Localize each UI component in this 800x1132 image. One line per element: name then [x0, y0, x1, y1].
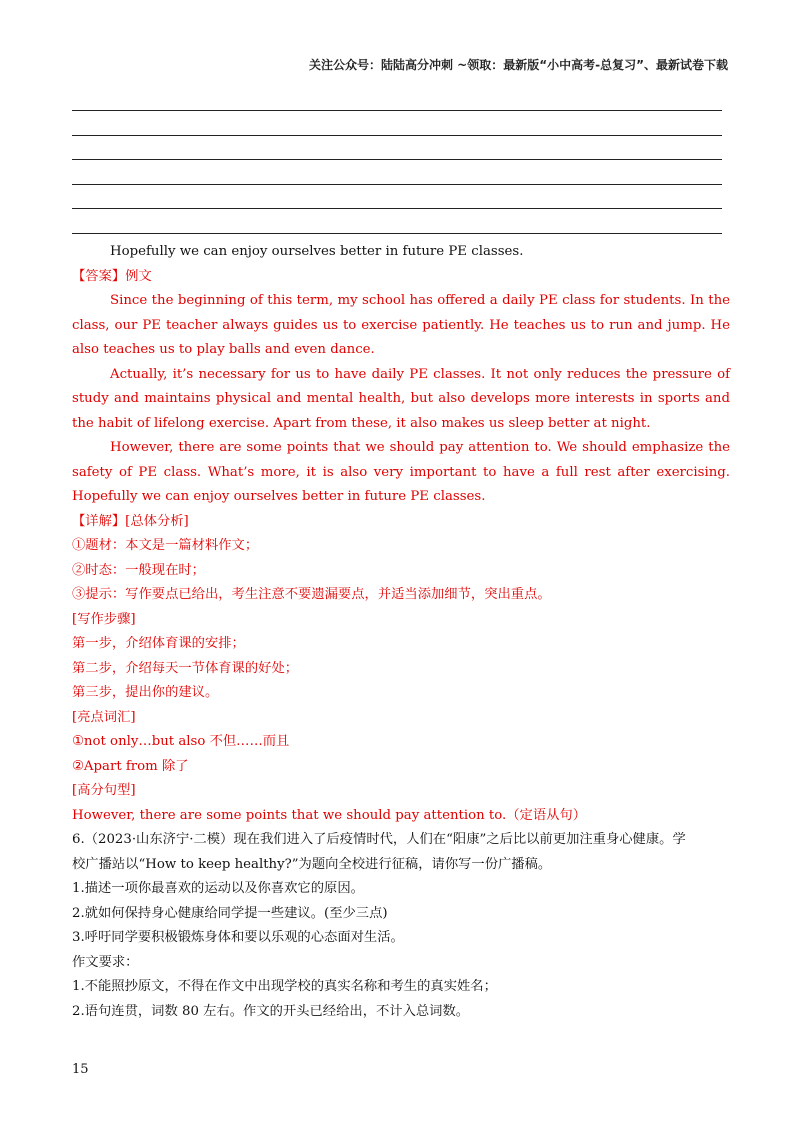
question-point: 1.描述一项你最喜欢的运动以及你喜欢它的原因。: [72, 881, 364, 896]
page-header: 关注公众号：陆陆高分冲刺 ~领取：最新版“小中高考-总复习”、最新试卷下载: [309, 58, 728, 72]
page-content: [72, 240, 730, 1024]
vocab-item: ①not only…but also 不但……而且: [72, 734, 290, 749]
question-point: 3.呼吁同学要积极锻炼身体和要以乐观的心态面对生活。: [72, 930, 404, 945]
requirement-item: 2.语句连贯，词数 80 左右。作文的开头已经给出，不计入总词数。: [72, 1003, 470, 1019]
writing-line: [72, 135, 722, 136]
writing-line: [72, 184, 722, 185]
page-number: 15: [72, 1062, 89, 1077]
requirements-heading: 作文要求：: [72, 954, 139, 970]
analysis-item: ③提示：写作要点已给出，考生注意不要遗漏要点，并适当添加细节，突出重点。: [72, 587, 551, 602]
essay-closing-sentence: Hopefully we can enjoy ourselves better in future PE classes.: [110, 244, 524, 259]
question-intro: 6.（2023·山东济宁·二模）现在我们进入了后疫情时代，人们在“阳康”之后比以前更加注重身心健康。学: [72, 832, 686, 847]
answer-paragraph: Since the beginning of this term, my school has offered a daily PE class for students. In the class, our PE teacher always guides us to exercise patiently. He teaches us to run and jump. He also teaches us to play balls and even dance.: [72, 293, 730, 357]
question-intro: 校广播站以“How to keep healthy?”为题向全校进行征稿，请你写一份广播稿。: [72, 856, 552, 872]
answer-paragraph: However, there are some points that we should pay attention to. We should emphasize the safety of PE class. What’s more, it is also very important to have a full rest after exercising. Hopefully we can enjoy ourselves better in future PE classes.: [72, 440, 730, 504]
step-item: 第三步，提出你的建议。: [72, 685, 219, 700]
writing-line: [72, 110, 722, 111]
steps-heading: [写作步骤]: [72, 611, 136, 627]
writing-line: [72, 233, 722, 234]
step-item: 第二步，介绍每天一节体育课的好处；: [72, 660, 299, 676]
analysis-label: 【详解】[总体分析]: [72, 513, 189, 529]
sentence-heading: [高分句型]: [72, 783, 136, 798]
sentence-item: However, there are some points that we should pay attention to.（定语从句）: [72, 807, 587, 823]
writing-line: [72, 159, 722, 160]
analysis-item: ②时态：一般现在时；: [72, 562, 205, 578]
vocab-heading: [亮点词汇]: [72, 709, 136, 725]
requirement-item: 1.不能照抄原文，不得在作文中出现学校的真实名称和考生的真实姓名；: [72, 979, 497, 994]
answer-label: 【答案】例文: [72, 268, 152, 284]
analysis-item: ①题材：本文是一篇材料作文；: [72, 538, 259, 553]
step-item: 第一步，介绍体育课的安排；: [72, 636, 245, 651]
answer-paragraph: Actually, it’s necessary for us to have daily PE classes. It not only reduces the pressure of study and maintains physical and mental health, but also develops more interests in sports and the habit of lifelong exercise. Apart from these, it also makes us sleep better at night.: [72, 366, 730, 431]
writing-line: [72, 208, 722, 209]
vocab-item: ②Apart from 除了: [72, 758, 189, 774]
question-point: 2.就如何保持身心健康给同学提一些建议。(至少三点): [72, 905, 388, 921]
